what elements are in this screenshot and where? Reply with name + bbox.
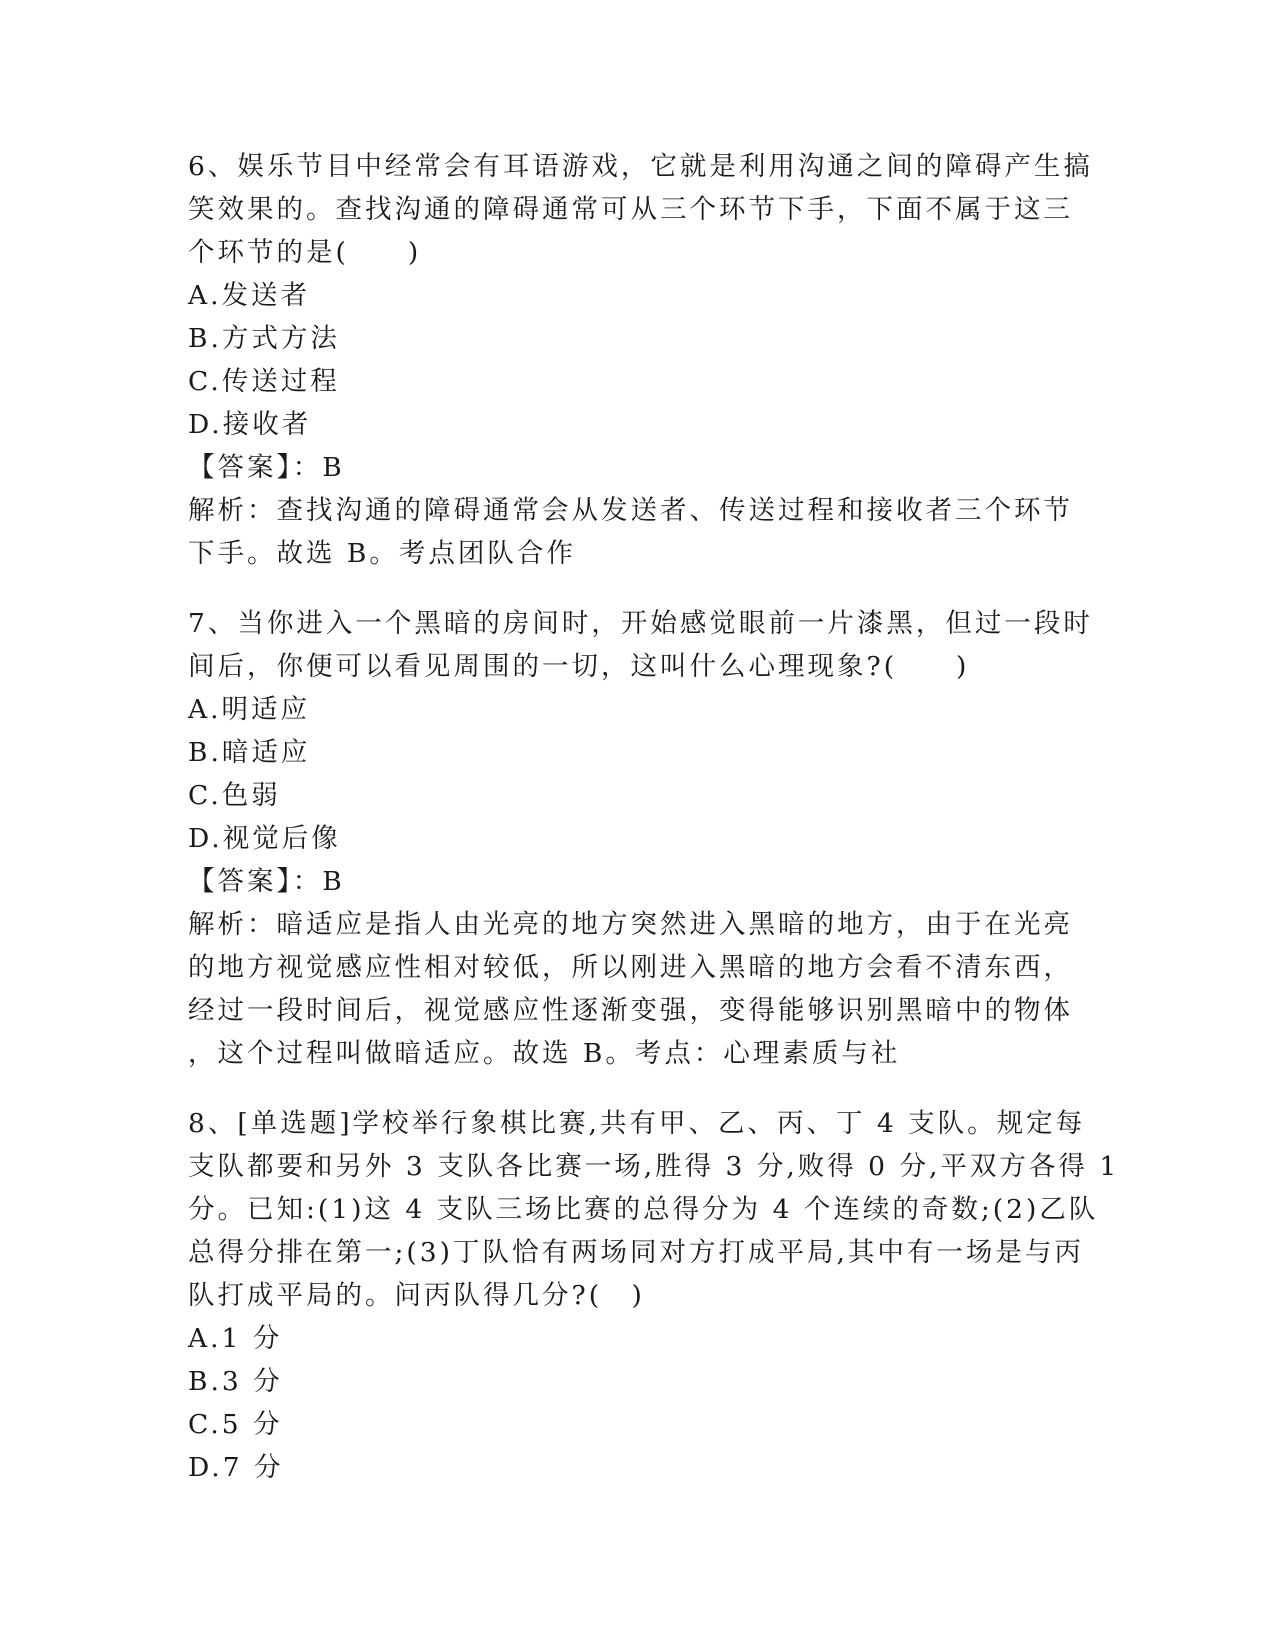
option-d: D.接收者 bbox=[188, 409, 312, 440]
question-7 bbox=[188, 602, 1093, 1075]
answer-label: 【答案】：B bbox=[188, 866, 345, 897]
option-a: A.发送者 bbox=[188, 280, 311, 311]
question-stem-line: 分。已知:(1)这 4 支队三场比赛的总得分为 4 个连续的奇数;(2)乙队 bbox=[188, 1194, 1099, 1225]
option-b: B.方式方法 bbox=[188, 323, 340, 354]
option-c: C.5 分 bbox=[188, 1409, 283, 1440]
answer-label: 【答案】：B bbox=[188, 452, 345, 483]
question-stem-line: 总得分排在第一;(3)丁队恰有两场同对方打成平局,其中有一场是与丙 bbox=[188, 1237, 1084, 1268]
question-stem-line: 队打成平局的。问丙队得几分?( ) bbox=[188, 1280, 645, 1311]
document-content bbox=[188, 145, 1120, 1489]
analysis-line: 的地方视觉感应性相对较低，所以刚进入黑暗的地方会看不清东西， bbox=[188, 952, 1073, 983]
analysis-line: 解析：查找沟通的障碍通常会从发送者、传送过程和接收者三个环节 bbox=[188, 495, 1073, 526]
question-6 bbox=[188, 145, 1093, 575]
option-d: D.视觉后像 bbox=[188, 823, 341, 854]
question-stem-line: 8、[单选题]学校举行象棋比赛,共有甲、乙、丙、丁 4 支队。规定每 bbox=[188, 1108, 1086, 1139]
option-b: B.3 分 bbox=[188, 1366, 283, 1397]
question-spacer bbox=[188, 575, 1088, 602]
option-a: A.明适应 bbox=[188, 694, 311, 725]
option-c: C.色弱 bbox=[188, 780, 281, 811]
question-stem-line: 间后，你便可以看见周围的一切，这叫什么心理现象?( ) bbox=[188, 651, 970, 682]
option-d: D.7 分 bbox=[188, 1452, 284, 1483]
question-stem-line: 支队都要和另外 3 支队各比赛一场,胜得 3 分,败得 0 分,平双方各得 1 bbox=[188, 1151, 1120, 1182]
question-stem-line: 个环节的是( ) bbox=[188, 237, 422, 268]
question-stem-line: 7、当你进入一个黑暗的房间时，开始感觉眼前一片漆黑，但过一段时 bbox=[188, 608, 1093, 639]
analysis-line: ，这个过程叫做暗适应。故选 B。考点：心理素质与社 bbox=[188, 1038, 901, 1069]
question-stem-line: 笑效果的。查找沟通的障碍通常可从三个环节下手，下面不属于这三 bbox=[188, 194, 1073, 225]
question-spacer bbox=[188, 1075, 1088, 1102]
option-b: B.暗适应 bbox=[188, 737, 311, 768]
option-c: C.传送过程 bbox=[188, 366, 340, 397]
analysis-line: 经过一段时间后，视觉感应性逐渐变强，变得能够识别黑暗中的物体 bbox=[188, 995, 1073, 1026]
question-stem-line: 6、娱乐节目中经常会有耳语游戏，它就是利用沟通之间的障碍产生搞 bbox=[188, 151, 1093, 182]
option-a: A.1 分 bbox=[188, 1323, 283, 1354]
analysis-line: 下手。故选 B。考点团队合作 bbox=[188, 538, 576, 569]
analysis-line: 解析：暗适应是指人由光亮的地方突然进入黑暗的地方，由于在光亮 bbox=[188, 909, 1073, 940]
question-8 bbox=[188, 1102, 1120, 1489]
